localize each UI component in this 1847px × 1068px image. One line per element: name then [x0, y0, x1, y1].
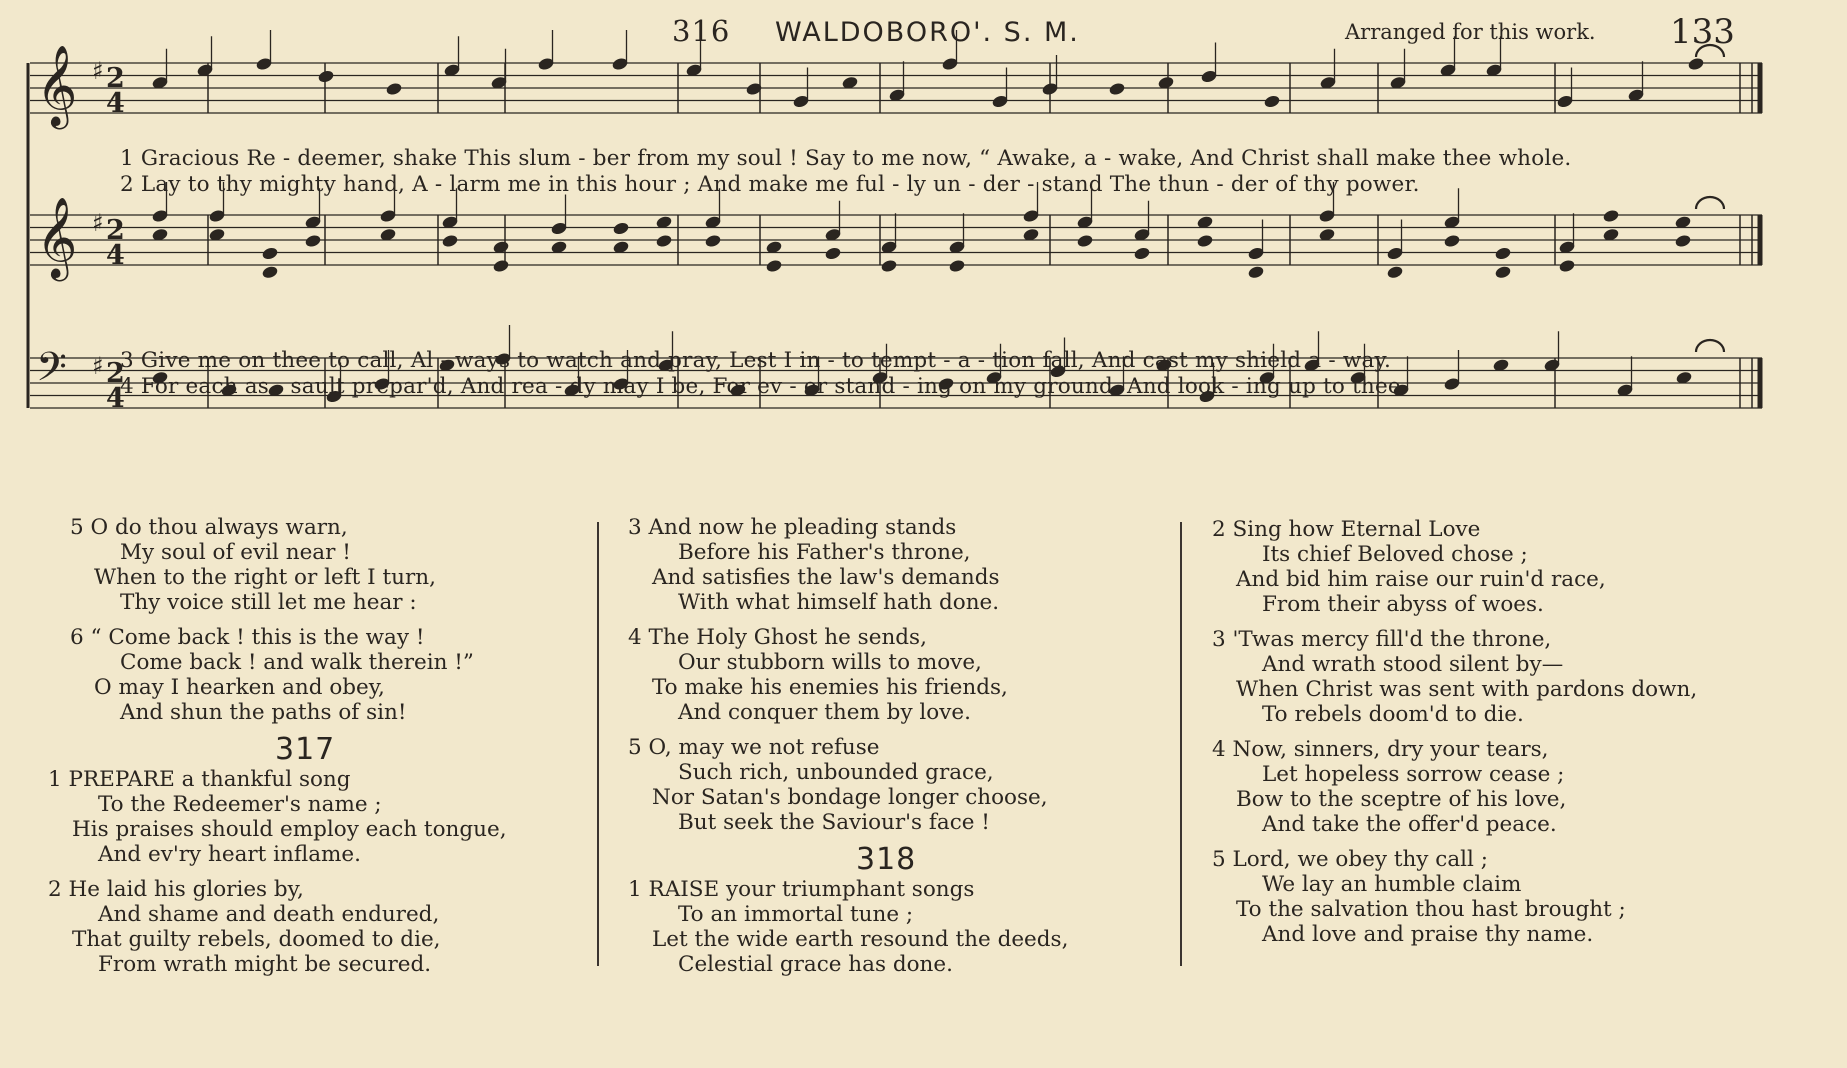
stanza-block — [1212, 627, 1812, 727]
verse-line: When to the right or left I turn, — [94, 565, 436, 590]
note-head — [1674, 234, 1692, 249]
verse-line: 2 Sing how Eternal Love — [1212, 517, 1481, 542]
verse-column-middle — [628, 515, 1158, 987]
note-head — [261, 265, 279, 280]
column-divider — [1180, 522, 1182, 966]
verse-line: Celestial grace has done. — [678, 952, 953, 977]
note-head — [765, 259, 783, 274]
stanza-block — [1212, 847, 1812, 947]
time-signature-top: 2 — [106, 215, 125, 246]
sharp-icon: ♯ — [92, 209, 104, 237]
verse-line: O may I hearken and obey, — [94, 675, 385, 700]
verse-line: From their abyss of woes. — [1262, 592, 1544, 617]
verse-line: Come back ! and walk therein !” — [120, 650, 474, 675]
stanza-block — [628, 625, 1158, 725]
verse-line: 3 'Twas mercy fill'd the throne, — [1212, 627, 1552, 652]
verse-line: We lay an humble claim — [1262, 872, 1522, 897]
verse-line: And conquer them by love. — [678, 700, 971, 725]
verse-line: To the salvation thou hast brought ; — [1236, 897, 1626, 922]
fermata-icon — [1696, 340, 1724, 352]
sharp-icon: ♯ — [92, 57, 104, 85]
note-head — [1687, 57, 1705, 72]
verse-column-right — [1212, 517, 1812, 957]
verse-line: When Christ was sent with pardons down, — [1236, 677, 1698, 702]
note-head — [824, 246, 842, 261]
lyric-line-3: 3 Give me on thee to call, Al - ways to watch and pray, Lest I in - to tempt - a - tion fall, And cast my shield a - way. — [120, 348, 1392, 373]
treble-clef-icon: 𝄞 — [36, 44, 78, 126]
hymn-number-318: 318 — [856, 842, 917, 877]
verse-line: And ev'ry heart inflame. — [98, 842, 361, 867]
verse-line: From wrath might be secured. — [98, 952, 432, 977]
time-signature-bottom: 4 — [106, 88, 125, 119]
verse-line: 3 And now he pleading stands — [628, 515, 957, 540]
verse-line: To make his enemies his friends, — [652, 675, 1008, 700]
verse-line: My soul of evil near ! — [120, 540, 351, 565]
verse-line: 5 O, may we not refuse — [628, 735, 880, 760]
verse-line: 1 RAISE your triumphant songs — [628, 877, 975, 902]
note-head — [704, 234, 722, 249]
note-head — [317, 69, 335, 84]
time-signature-top: 2 — [106, 63, 125, 94]
note-head — [1108, 82, 1126, 97]
verse-line: And shun the paths of sin! — [120, 700, 407, 725]
fermata-icon — [1696, 197, 1724, 209]
stanza-block — [70, 515, 580, 615]
hymn-number: 316 — [672, 14, 731, 48]
verse-line: Before his Father's throne, — [678, 540, 971, 565]
note-head — [385, 82, 403, 97]
note-head — [1386, 265, 1404, 280]
note-head — [880, 259, 898, 274]
verse-column-left — [48, 515, 580, 987]
note-head — [441, 234, 459, 249]
note-head — [655, 234, 673, 249]
verse-line: To an immortal tune ; — [678, 902, 914, 927]
verse-line: And shame and death endured, — [98, 902, 440, 927]
lyric-line-1: 1 Gracious Re - deemer, shake This slum - ber from my soul ! Say to me now, “ Awake, a - wake, And Christ shall make thee whole. — [120, 146, 1572, 171]
note-head — [1494, 265, 1512, 280]
note-head — [1247, 265, 1265, 280]
stanza-block — [48, 877, 580, 977]
verse-line: 4 Now, sinners, dry your tears, — [1212, 737, 1549, 762]
verse-line: His praises should employ each tongue, — [72, 817, 507, 842]
stanza-block — [70, 625, 580, 725]
note-head — [1443, 234, 1461, 249]
verse-line: 2 He laid his glories by, — [48, 877, 304, 902]
tune-title: WALDOBORO'. S. M. — [775, 17, 1080, 48]
verse-line: Nor Satan's bondage longer choose, — [652, 785, 1048, 810]
note-head — [1263, 94, 1281, 109]
stanza-block — [628, 515, 1158, 615]
time-signature-top: 2 — [106, 358, 125, 389]
stanza-block — [628, 877, 1158, 977]
stanza-block — [1212, 737, 1812, 837]
verse-line: With what himself hath done. — [678, 590, 1000, 615]
verse-line: Its chief Beloved chose ; — [1262, 542, 1528, 567]
note-head — [948, 259, 966, 274]
fermata-icon — [1696, 45, 1724, 57]
stanza-block — [1212, 517, 1812, 617]
verse-line: Bow to the sceptre of his love, — [1236, 787, 1567, 812]
note-head — [492, 259, 510, 274]
verse-line: And satisfies the law's demands — [652, 565, 1000, 590]
verse-line: Let the wide earth resound the deeds, — [652, 927, 1069, 952]
verse-line: To the Redeemer's name ; — [98, 792, 382, 817]
verse-line: And bid him raise our ruin'd race, — [1236, 567, 1606, 592]
verse-line: And wrath stood silent by— — [1262, 652, 1564, 677]
page-number: 133 — [1670, 12, 1735, 52]
note-head — [1494, 246, 1512, 261]
music-score — [0, 0, 1847, 500]
verse-line: 4 The Holy Ghost he sends, — [628, 625, 927, 650]
time-signature-bottom: 4 — [106, 240, 125, 271]
verse-line: 5 O do thou always warn, — [70, 515, 348, 540]
bass-clef-icon: 𝄢 — [36, 344, 67, 400]
note-head — [1076, 234, 1094, 249]
note-head — [1133, 246, 1151, 261]
lyric-line-2: 2 Lay to thy mighty hand, A - larm me in this hour ; And make me ful - ly un - der - stand The thun - der of thy power. — [120, 172, 1420, 197]
verse-line: That guilty rebels, doomed to die, — [72, 927, 441, 952]
treble-clef-icon: 𝄞 — [36, 196, 78, 278]
note-head — [612, 221, 630, 236]
note-head — [261, 246, 279, 261]
verse-line: And take the offer'd peace. — [1262, 812, 1557, 837]
sharp-icon: ♯ — [92, 352, 104, 380]
stanza-block — [628, 735, 1158, 835]
verse-line: Let hopeless sorrow cease ; — [1262, 762, 1565, 787]
verse-line: To rebels doom'd to die. — [1262, 702, 1524, 727]
verse-line: But seek the Saviour's face ! — [678, 810, 990, 835]
verse-line: Our stubborn wills to move, — [678, 650, 982, 675]
stanza-block — [48, 767, 580, 867]
note-head — [1558, 259, 1576, 274]
verse-line: 1 PREPARE a thankful song — [48, 767, 351, 792]
lyric-line-4: 4 For each as - sault prepar'd, And rea - dy may I be, For ev - er stand - ing on my ground, And look - ing up to thee. — [120, 374, 1408, 399]
note-head — [304, 234, 322, 249]
time-signature-bottom: 4 — [106, 383, 125, 414]
note-head — [1196, 234, 1214, 249]
column-divider — [597, 522, 599, 966]
verse-line: 6 “ Come back ! this is the way ! — [70, 625, 425, 650]
verse-line: And love and praise thy name. — [1262, 922, 1594, 947]
verse-line: Thy voice still let me hear : — [120, 590, 417, 615]
verse-line: 5 Lord, we obey thy call ; — [1212, 847, 1488, 872]
arrangement-note: Arranged for this work. — [1345, 20, 1596, 44]
verse-line: Such rich, unbounded grace, — [678, 760, 994, 785]
hymn-number-317: 317 — [275, 732, 336, 767]
note-head — [1602, 209, 1620, 224]
